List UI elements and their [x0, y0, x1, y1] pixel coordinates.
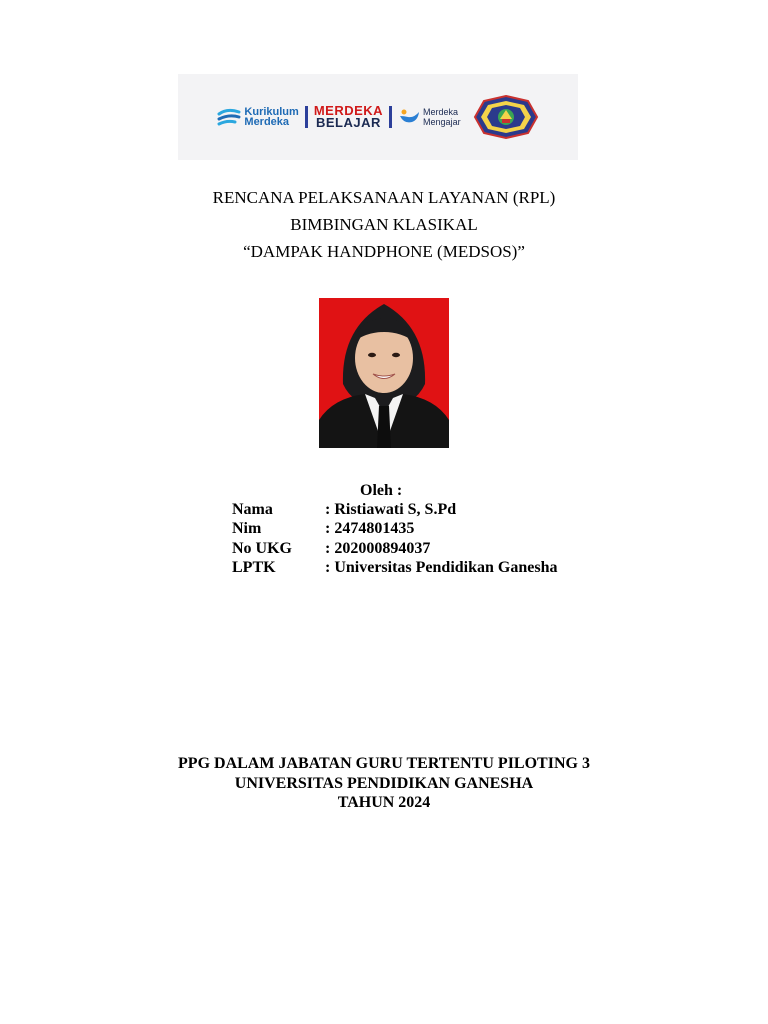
info-label: No UKG — [232, 540, 292, 557]
info-row-lptk — [232, 559, 557, 577]
merdeka-mengajar-logo — [398, 107, 461, 127]
info-row-nim — [232, 520, 414, 538]
merdeka-mengajar-bottom: Mengajar — [423, 117, 461, 127]
info-value: : 2474801435 — [325, 520, 415, 537]
logo-divider — [305, 106, 308, 128]
merdeka-belajar-top: MERDEKA — [313, 103, 384, 118]
oleh-label: Oleh : — [360, 482, 403, 499]
document-title-line-2: BIMBINGAN KLASIKAL — [290, 215, 478, 234]
document-title-line-1: RENCANA PELAKSANAAN LAYANAN (RPL) — [212, 188, 556, 207]
merdeka-belajar-logo — [314, 105, 383, 129]
footer-line-2: UNIVERSITAS PENDIDIKAN GANESHA — [234, 775, 534, 792]
info-value: : Ristiawati S, S.Pd — [325, 501, 457, 518]
kurikulum-swoosh-icon — [217, 108, 241, 126]
author-photo — [319, 298, 449, 448]
info-value: : 202000894037 — [325, 540, 431, 557]
document-title-line-3: “DAMPAK HANDPHONE (MEDSOS)” — [243, 242, 525, 261]
merdeka-mengajar-top: Merdeka — [423, 107, 459, 117]
info-row-nama — [232, 501, 456, 519]
undiksha-seal-icon — [473, 95, 539, 139]
merdeka-mengajar-icon — [398, 108, 420, 126]
footer-line-1: PPG DALAM JABATAN GURU TERTENTU PILOTING 3 — [178, 755, 590, 772]
logo-divider — [389, 106, 392, 128]
footer-line-3: TAHUN 2024 — [337, 794, 431, 811]
kurikulum-merdeka-logo — [217, 107, 298, 127]
kurikulum-logo-bottom: Merdeka — [244, 116, 290, 128]
logo-banner — [178, 74, 578, 160]
merdeka-belajar-bottom: BELAJAR — [315, 115, 381, 130]
info-label: Nama — [232, 501, 273, 518]
info-label: LPTK — [232, 559, 276, 576]
kurikulum-logo-top: Kurikulum — [244, 106, 299, 118]
info-value: : Universitas Pendidikan Ganesha — [325, 559, 558, 576]
info-row-no-ukg — [232, 540, 430, 558]
info-label: Nim — [232, 520, 262, 537]
